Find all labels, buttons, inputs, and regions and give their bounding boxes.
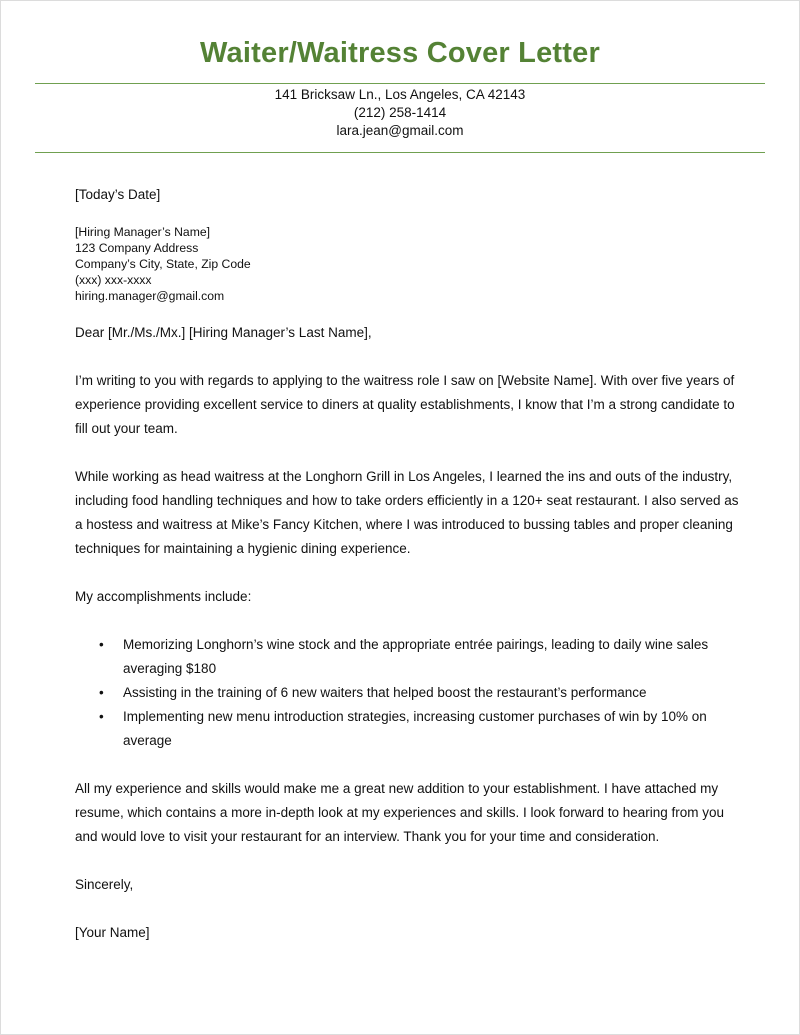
recipient-name: [Hiring Manager’s Name]	[75, 225, 211, 239]
contact-address: 141 Bricksaw Ln., Los Angeles, CA 42143	[274, 87, 526, 102]
list-item-text: Implementing new menu introduction strategies, increasing customer purchases of win by 10% on average	[123, 709, 707, 748]
letter-date: [Today’s Date]	[75, 187, 161, 202]
list-item	[75, 705, 743, 753]
header-divider-top	[35, 83, 765, 84]
accomplishments-list	[75, 633, 743, 753]
signature-name: [Your Name]	[75, 925, 150, 940]
bullet-icon: •	[99, 637, 104, 652]
header-divider-bottom	[35, 152, 765, 153]
recipient-city: Company’s City, State, Zip Code	[75, 257, 251, 271]
recipient-block	[75, 224, 743, 304]
paragraph-experience: While working as head waitress at the Longhorn Grill in Los Angeles, I learned the ins and outs of the industry, including food handling techniques and how to take orders efficiently in a 120+ seat restaurant. I also served as a hostess and waitress at Mike’s Fancy Kitchen, where I was introduced to bussing tables and proper cleaning techniques for maintaining a hygienic dining experience.	[75, 469, 739, 556]
salutation: Dear [Mr./Ms./Mx.] [Hiring Manager’s Last Name],	[75, 325, 372, 340]
contact-block	[1, 86, 799, 140]
letter-body	[75, 183, 743, 945]
recipient-email: hiring.manager@gmail.com	[75, 289, 225, 303]
list-item-text: Memorizing Longhorn’s wine stock and the appropriate entrée pairings, leading to daily wine sales averaging $180	[123, 637, 709, 676]
paragraph-accomplishments-intro: My accomplishments include:	[75, 589, 252, 604]
contact-phone: (212) 258-1414	[353, 105, 447, 120]
contact-email: lara.jean@gmail.com	[336, 123, 464, 138]
recipient-phone: (xxx) xxx-xxxx	[75, 273, 152, 287]
list-item-text: Assisting in the training of 6 new waiters that helped boost the restaurant’s performance	[123, 685, 647, 700]
paragraph-closing: All my experience and skills would make me a great new addition to your establishment. I have attached my resume, which contains a more in-depth look at my experiences and skills. I look forward to hearing from you and would love to visit your restaurant for an interview. Thank you for your time and consideration.	[75, 781, 725, 844]
paragraph-intro: I’m writing to you with regards to applying to the waitress role I saw on [Website Name]. With over five years of experience providing excellent service to diners at quality establishments, I know that I’m a strong candidate to fill out your team.	[75, 373, 735, 436]
recipient-address: 123 Company Address	[75, 241, 199, 255]
bullet-icon: •	[99, 709, 104, 724]
bullet-icon: •	[99, 685, 104, 700]
sign-off: Sincerely,	[75, 877, 134, 892]
list-item	[75, 633, 743, 681]
page-title: Waiter/Waitress Cover Letter	[200, 37, 600, 69]
list-item	[75, 681, 743, 705]
